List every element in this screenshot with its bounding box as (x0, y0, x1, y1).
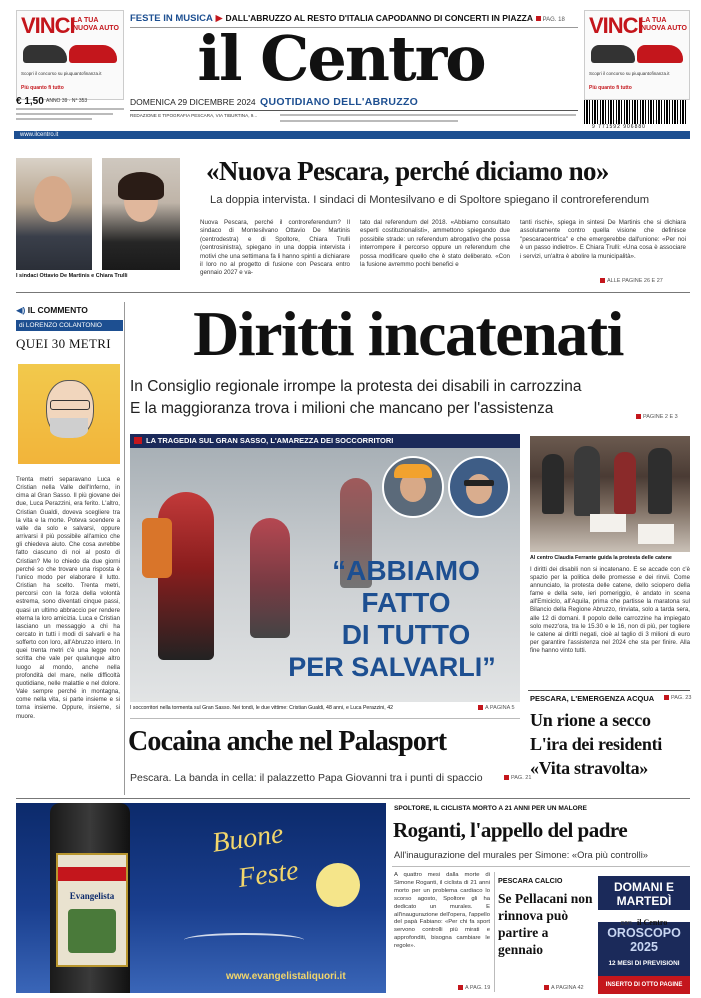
rione-label: PESCARA, L'EMERGENZA ACQUA (530, 694, 655, 703)
top-left-car-ad[interactable] (16, 10, 124, 100)
oroscopo-foot-band (598, 976, 690, 994)
person (574, 446, 600, 516)
year-issue: ANNO 39 · N° 353 (46, 98, 88, 104)
brand-name: Evangelista (69, 891, 115, 901)
gran-sasso-page-ref (478, 705, 515, 711)
main-subtitle-2: E la maggioranza trova i milioni che mancano per l'assistenza (130, 400, 554, 417)
protest-body: I diritti dei disabili non si incatenano. E se accade con c'è spazio per la politica delle promesse e dei rinvii. Come annunciato, la protesta delle catene, dello sciopero della fame e della sete, ieri pomeriggio, è andato in scena all'Emiciclo, all'Aquila, prima che partisse la maratona sul Bilancio della Regione Abruzzo, rinviata, solo a tarda sera, alle 12 di domani. Il popolo delle carrozzine ha impiegato solo mezz'ora, tra le 15.30 e le 16, non di più, per togliere le catene ai diritti negati, cioè al taglio di 3 milioni di euro per garantire l'assistenza nel 2024 che sta per finire. Alla fine hanno vinto tutti. (530, 566, 690, 654)
speaker-icon: ◀) (16, 305, 26, 315)
calcio-label: PESCARA CALCIO (498, 876, 563, 885)
quote-line-4: PER SALVARLI” (288, 652, 496, 682)
car-image (23, 45, 67, 63)
oroscopo-brand-band (598, 910, 690, 927)
page-marker-icon (600, 278, 605, 283)
lead-col-2: tato dal referendum del 2018. «Abbiamo consultato esperti costituzionalisti», ammettono spiegando due possibile strade: un referendum abrogativo che possa interrompere il percorso oppure un referendum che possa modificare quello che è stato deliberato. «Con la fusione avremmo pochi benefici e (360, 219, 510, 269)
oroscopo-with: con (620, 920, 632, 927)
commento-label-text: IL COMMENTO (27, 305, 88, 315)
lead-col-3: tanti rischi», spiega in sintesi De Martinis che si dichiara assolutamente contro quella visione che definisce "pescaracentrica" e che emergerebbe dall'unione: «Per noi è un passo indietro». E Chiara Trulli: «Una cosa è associare i servizi, un'altra è abolire la municipalità». (520, 219, 686, 260)
rione-title-2[interactable]: L'ira dei residenti (530, 734, 662, 754)
roganti-label: SPOLTORE, IL CICLISTA MORTO A 21 ANNI PER UN MALORE (394, 805, 587, 812)
beard (50, 418, 88, 438)
oroscopo-title: OROSCOPO (607, 926, 681, 940)
label-illustration (68, 909, 116, 953)
page-marker-icon (636, 414, 641, 419)
ad-headline-2: LA TUA NUOVA AUTO (73, 17, 119, 32)
gran-sasso-page-ref-text: A PAGINA 5 (485, 705, 515, 711)
lead-page-ref (600, 278, 663, 284)
page-marker-icon (478, 705, 483, 710)
ad-small-text: Scopri il concorso su piuquantofinanza.it (589, 71, 670, 76)
rione-title-3[interactable]: «Vita stravolta» (530, 758, 649, 778)
main-page-ref-text: PAGINE 2 E 3 (643, 414, 678, 420)
main-page-ref (636, 414, 678, 420)
calcio-page-ref (544, 985, 584, 991)
photo-icon (134, 437, 142, 444)
lead-photo-right (102, 158, 180, 270)
gran-sasso-caption: I soccorritori nella tormenta sul Gran Sasso. Nei tondi, le due vittime: Cristian Gualdi, 48 anni, e Luca Perazzini, 42 (130, 705, 393, 711)
oroscopo-brand: il Centro (637, 918, 668, 927)
teaser-page: PAG. 18 (542, 17, 565, 23)
victim-photo-1 (382, 456, 444, 518)
ad-footer: Più quanto fi tutto (589, 85, 632, 91)
oroscopo-promo[interactable] (598, 876, 690, 994)
editorial-fineprint (280, 114, 576, 128)
rescuer-figure (250, 518, 290, 638)
oroscopo-foot: INSERTO DI OTTO PAGINE (605, 982, 683, 988)
teaser-label: FESTE IN MUSICA (130, 13, 213, 24)
teaser-text: DALL'ABRUZZO AL RESTO D'ITALIA CAPODANNO DI CONCERTI IN PIAZZA (225, 13, 533, 23)
cocaina-title[interactable]: Cocaina anche nel Palasport (128, 726, 447, 757)
ad-footer: Più quanto fi tutto (21, 85, 64, 91)
roganti-page-ref-text: A PAG. 19 (465, 985, 491, 991)
ad-headline: VINCI (589, 13, 643, 38)
quote-line-3: DI TUTTO (341, 619, 471, 650)
gran-sasso-label (130, 434, 520, 448)
commento-title[interactable]: QUEI 30 METRI (16, 336, 111, 351)
person (614, 452, 636, 514)
top-right-car-ad[interactable] (584, 10, 690, 100)
ad-url[interactable]: www.evangelistaliquori.it (226, 971, 346, 982)
main-title[interactable]: Diritti incatenati (193, 298, 623, 369)
gran-sasso-label-text: LA TRAGEDIA SUL GRAN SASSO, L'AMAREZZA DEI SOCCORRITORI (146, 436, 394, 445)
quote-line-2: FATTO (361, 587, 451, 618)
lead-col-1: Nuova Pescara, perché il controreferendum? Il sindaco di Montesilvano Ottavio De Martinis (centrodestra) e di Spoltore, Chiara Trulli (centrosinistra), spiegano in una doppia intervista i motivi che una settimana fa li hanno spinti a dichiarare il loro no al progetto di fusione con Pescara entro gennaio 2027 e va- (200, 219, 350, 277)
ad-headline-2: LA TUA NUOVA AUTO (641, 17, 687, 32)
oroscopo-line1: DOMANI E (614, 880, 674, 894)
person (542, 454, 564, 514)
column-divider (124, 302, 125, 795)
car-image (591, 45, 635, 63)
roganti-title[interactable]: Roganti, l'appello del padre (393, 818, 628, 842)
cocaina-page-ref-text: PAG. 21 (511, 775, 532, 781)
page-marker-icon (536, 16, 541, 21)
person (648, 448, 672, 514)
web-strip (14, 131, 690, 139)
commento-label (16, 305, 120, 316)
protest-sign (590, 514, 626, 532)
bottle-label-band (58, 867, 126, 881)
oroscopo-line2: MARTEDÌ (616, 894, 672, 908)
quote-line-1: “ABBIAMO (332, 555, 480, 586)
divider (392, 866, 690, 867)
masthead-fineprint (16, 108, 124, 126)
page-marker-icon (544, 985, 549, 990)
divider (130, 110, 578, 111)
protest-photo (530, 436, 690, 552)
page-marker-icon (458, 985, 463, 990)
face (34, 176, 72, 222)
ad-headline: VINCI (21, 13, 75, 38)
sleigh-silhouette (184, 933, 304, 947)
column-divider (494, 872, 495, 992)
divider (16, 798, 690, 799)
protest-sign (638, 524, 674, 544)
calcio-title[interactable]: Se Pellacani non rinnova può partire a gennaio (498, 891, 593, 957)
edition-date: DOMENICA 29 DICEMBRE 2024 (130, 97, 256, 107)
cocaina-page-ref (504, 775, 531, 781)
ad-small-text: Scopri il concorso su piuquantofinanza.it (21, 71, 102, 76)
masthead-logo[interactable]: il Centro (197, 22, 485, 95)
rione-page (664, 695, 691, 701)
price: € 1,50 (16, 96, 44, 107)
oroscopo-year: 2025 (630, 940, 658, 954)
lead-title[interactable]: «Nuova Pescara, perché diciamo no» (206, 156, 609, 186)
roganti-subtitle: All'inaugurazione del murales per Simone: «Ora più controlli» (394, 849, 649, 860)
lead-photo-left (16, 158, 92, 270)
backpack (142, 518, 172, 578)
divider (16, 292, 690, 293)
moon (316, 863, 360, 907)
divider (130, 718, 520, 719)
website-link[interactable]: www.ilcentro.it (20, 132, 59, 138)
rione-page-text: PAG. 23 (671, 695, 692, 701)
glasses (50, 400, 90, 410)
cocaina-subtitle: Pescara. La banda in cella: il palazzetto Papa Giovanni tra i punti di spaccio (130, 772, 483, 784)
car-image (637, 45, 683, 63)
roganti-body: A quattro mesi dalla morte di Simone Roganti, il ciclista di 21 anni morto per un problema cardiaco lo scorso agosto, Spoltore gli ha dedicato un murales. E all'inaugurazione dell'opera, l'appello del papà Fabiano: «Per chi fa sport servono controlli più mirati e approfonditi, bisogna cambiare le regole». (394, 872, 490, 950)
music-icon: ▶ (215, 13, 223, 24)
greeting-2: Feste (236, 854, 301, 895)
bottle-label (56, 853, 128, 967)
commento-author: di LORENZO COLANTONIO (16, 320, 123, 331)
page-marker-icon (504, 775, 509, 780)
calcio-page-ref-text: A PAGINA 42 (551, 985, 584, 991)
barcode (584, 100, 688, 124)
lead-photo-caption: I sindaci Ottavio De Martinis e Chiara Trulli (16, 273, 128, 279)
hair (118, 172, 164, 200)
editorial-line: REDAZIONE E TIPOGRAFIA PESCARA, VIA TIBURTINA, 9... (130, 113, 258, 118)
lead-page-ref-text: ALLE PAGINE 26 E 27 (607, 278, 663, 284)
car-image (69, 45, 117, 63)
page-marker-icon (664, 695, 669, 700)
liquor-ad[interactable] (16, 803, 386, 993)
roganti-page-ref (458, 985, 490, 991)
lead-subtitle: La doppia intervista. I sindaci di Montesilvano e di Spoltore spiegano il controreferendum (210, 194, 650, 206)
main-subtitle-1: In Consiglio regionale irrompe la protesta dei disabili in carrozzina (130, 378, 582, 395)
victim-photo-2 (448, 456, 510, 518)
barcode-number: 9 771592 906880 (592, 124, 646, 130)
greeting-1: Buone (210, 818, 286, 859)
protest-caption: Al centro Claudia Ferrante guida la protesta delle catene (530, 555, 672, 561)
divider (528, 690, 690, 691)
masthead-subtitle: QUOTIDIANO DELL'ABRUZZO (260, 96, 419, 108)
rione-title-1[interactable]: Un rione a secco (530, 710, 651, 730)
commento-body: Trenta metri separavano Luca e Cristian nella Valle dell'Inferno, in cima al Gran Sasso. Il più giovane dei due, Luca Perazzini, era ferito. L'altro, Cristian Gualdi, doveva scegliere tra la vita e la morte. Poteva scendere a valle da solo e salvarsi, oppure arrivarsi il più possibile all'amico che gli chiedeva aiuto. Che cosa avrebbe fatto ciascuno di noi al posto di Cristian? Me lo chiedo da due giorni perché so che trovare una risposta è l'unico modo per elaborare il lutto. Cristian ha scelto. Trenta metri, percorsi con la forza della volontà estrema, sono diventati cinque passi, quasi un ultimo abbraccio per rendere eterna la loro amicizia. Luca e Cristian lasciano un messaggio a chi ha cercato in tutti i modi di salvarli e ha sofferto con loro, all'Abruzzo intero. In quei trenta metri c'è una legge non scritta che vale per qualunque altro luogo al mondo, anche nella profondità del mare, nelle difficoltà quotidiane, nelle malattie e nel dolore. Vale sempre perché in montagna, come nella vita, si parte insieme e si torna insieme. Oppure, insieme, si muore. (16, 476, 120, 720)
gran-sasso-photo (130, 448, 520, 702)
commento-portrait (18, 364, 120, 464)
oroscopo-sub: 12 MESI DI PREVISIONI (608, 960, 680, 967)
